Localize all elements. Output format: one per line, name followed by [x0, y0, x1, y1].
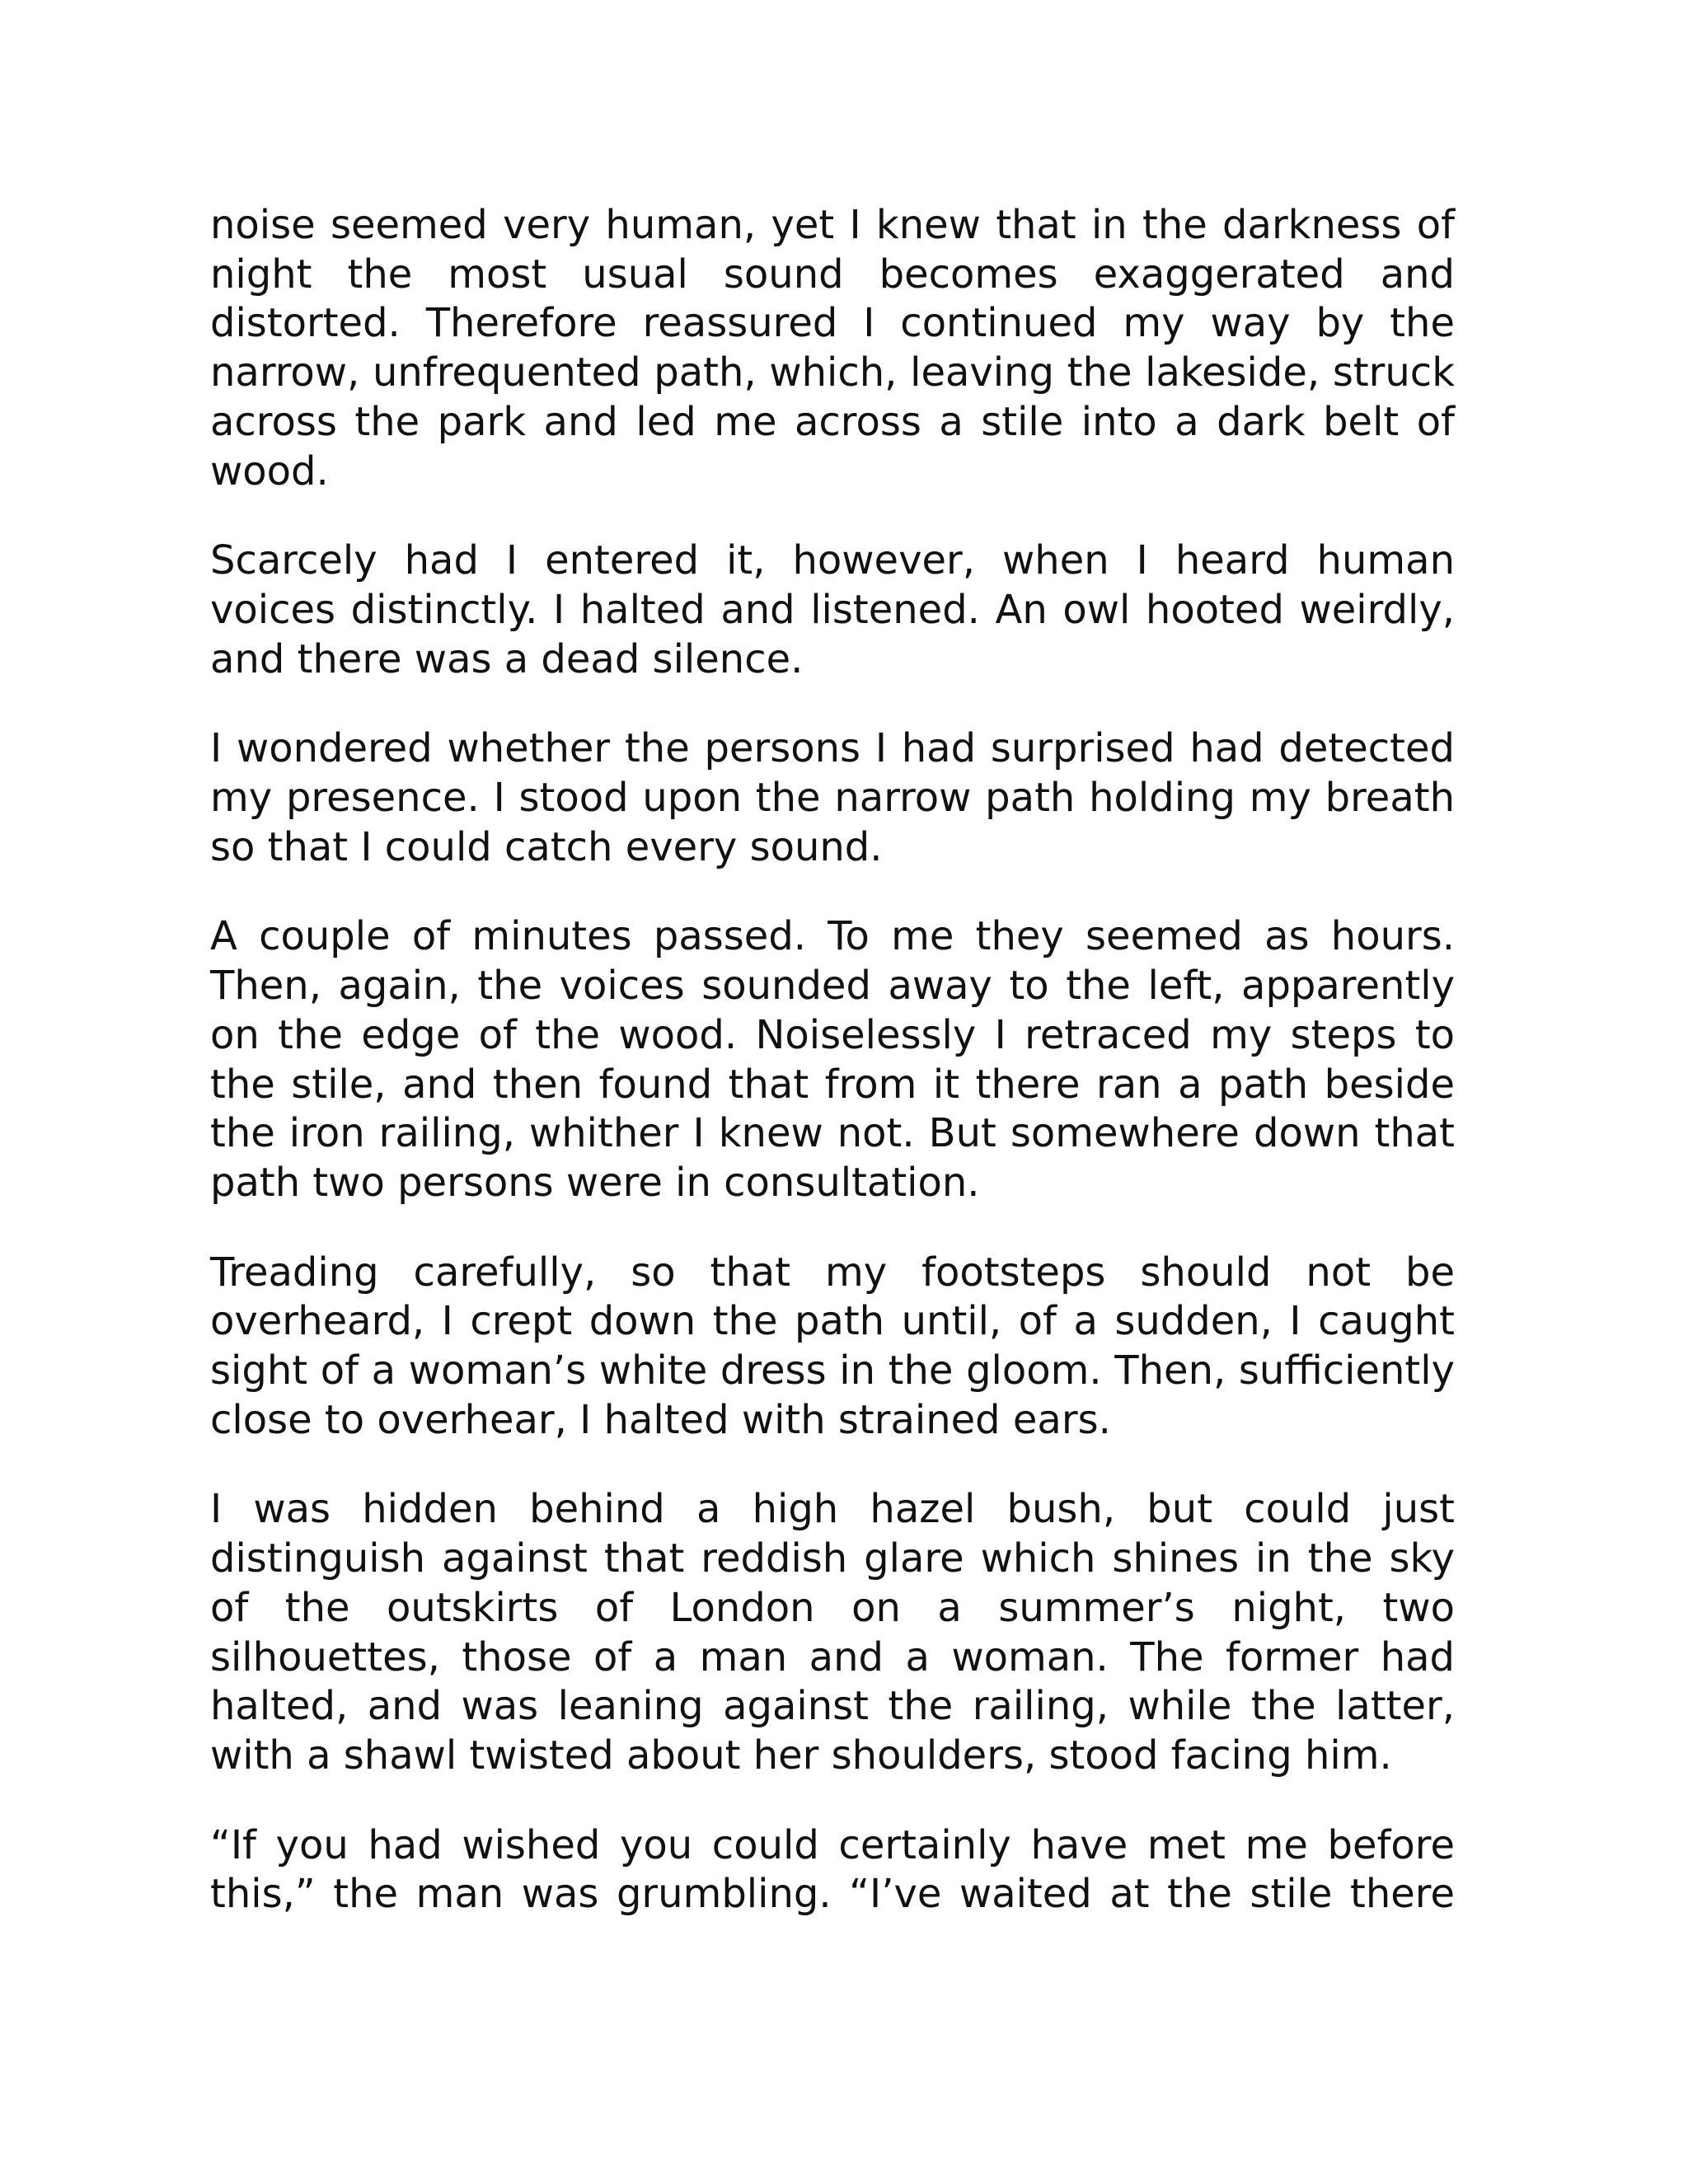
paragraph-2: Scarcely had I entered it, however, when I heard human voices distinctly. I halted and listened. An owl hooted weirdly, and there was a dead silence. [210, 537, 1455, 682]
body-text [210, 201, 1455, 1919]
paragraph-4: A couple of minutes passed. To me they seemed as hours. Then, again, the voices sounded away to the left, apparently on the edge of the wood. Noiselessly I retraced my steps to the stile, and then found that from it there ran a path beside the iron railing, whither I knew not. But somewhere down that path two persons were in consultation. [210, 913, 1455, 1206]
paragraph-3: I wondered whether the persons I had surprised had detected my presence. I stood upon the narrow path holding my breath so that I could catch every sound. [210, 725, 1455, 870]
paragraph-7: “If you had wished you could certainly have met me before this,” the man was grumbling. “I’ve waited at the stile there [210, 1821, 1455, 1918]
paragraph-6: I was hidden behind a high hazel bush, but could just distinguish against that reddish glare which shines in the sky of the outskirts of London on a summer’s night, two silhouettes, those of a man and a woman. The former had halted, and was leaning against the railing, while the latter, with a shawl twisted about her shoulders, stood facing him. [210, 1486, 1455, 1779]
paragraph-5: Treading carefully, so that my footsteps should not be overheard, I crept down the path until, of a sudden, I caught sight of a woman’s white dress in the gloom. Then, sufficiently close to overhear, I halted with strained ears. [210, 1249, 1455, 1443]
paragraph-1: noise seemed very human, yet I knew that in the darkness of night the most usual sound becomes exaggerated and distorted. Therefore reassured I continued my way by the narrow, unfrequented path, which, leaving the lakeside, struck across the park and led me across a stile into a dark belt of wood. [210, 202, 1455, 494]
